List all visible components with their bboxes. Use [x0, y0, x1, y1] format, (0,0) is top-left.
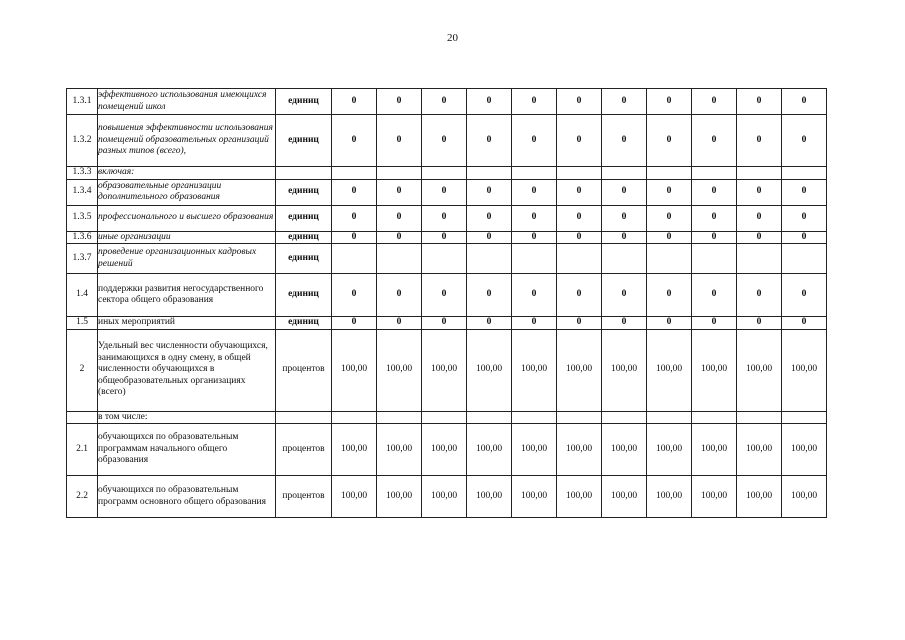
- value-cell: 0: [512, 274, 557, 317]
- value-cell: [782, 244, 827, 274]
- value-cell: [647, 244, 692, 274]
- row-number: 2.2: [67, 476, 98, 518]
- value-cell: 100,00: [737, 329, 782, 411]
- value-cell: 100,00: [647, 424, 692, 476]
- value-cell: 0: [782, 231, 827, 244]
- indicator-name: повышения эффективности использования помещений образовательных организаций разных типов (всего),: [98, 115, 276, 167]
- value-cell: 0: [692, 317, 737, 330]
- value-cell: 0: [422, 179, 467, 205]
- value-cell: [557, 244, 602, 274]
- value-cell: 0: [782, 205, 827, 231]
- value-cell: 0: [377, 317, 422, 330]
- value-cell: [647, 411, 692, 424]
- table-row: [67, 89, 827, 115]
- unit-cell: процентов: [276, 476, 332, 518]
- value-cell: 100,00: [737, 424, 782, 476]
- value-cell: 0: [332, 89, 377, 115]
- value-cell: 0: [332, 115, 377, 167]
- row-number: 2.1: [67, 424, 98, 476]
- value-cell: [647, 167, 692, 180]
- value-cell: [557, 411, 602, 424]
- value-cell: 100,00: [692, 329, 737, 411]
- indicator-name: профессионального и высшего образования: [98, 205, 276, 231]
- value-cell: 0: [782, 115, 827, 167]
- value-cell: [467, 244, 512, 274]
- value-cell: [467, 411, 512, 424]
- value-cell: 0: [422, 205, 467, 231]
- page-number: 20: [447, 32, 458, 44]
- value-cell: 0: [422, 115, 467, 167]
- indicator-name: Удельный вес численности обучающихся, занимающихся в одну смену, в общей численности обучающихся в общеобразовательных организациях (всего): [98, 329, 276, 411]
- value-cell: 100,00: [467, 424, 512, 476]
- value-cell: [602, 244, 647, 274]
- value-cell: 0: [692, 89, 737, 115]
- value-cell: 100,00: [377, 424, 422, 476]
- value-cell: 100,00: [377, 329, 422, 411]
- value-cell: 100,00: [737, 476, 782, 518]
- table-row: [67, 244, 827, 274]
- table-row: [67, 167, 827, 180]
- unit-cell: [276, 411, 332, 424]
- value-cell: 100,00: [512, 476, 557, 518]
- value-cell: 100,00: [557, 329, 602, 411]
- indicator-name: включая:: [98, 167, 276, 180]
- value-cell: 0: [512, 179, 557, 205]
- unit-cell: единиц: [276, 205, 332, 231]
- unit-cell: процентов: [276, 329, 332, 411]
- value-cell: 0: [602, 274, 647, 317]
- value-cell: 100,00: [557, 424, 602, 476]
- value-cell: 0: [782, 274, 827, 317]
- value-cell: 100,00: [332, 476, 377, 518]
- value-cell: 0: [737, 205, 782, 231]
- value-cell: [782, 167, 827, 180]
- value-cell: [737, 244, 782, 274]
- value-cell: 0: [512, 205, 557, 231]
- value-cell: 0: [602, 179, 647, 205]
- value-cell: 0: [467, 89, 512, 115]
- value-cell: 100,00: [467, 329, 512, 411]
- value-cell: 0: [422, 274, 467, 317]
- value-cell: 0: [647, 274, 692, 317]
- value-cell: 0: [692, 179, 737, 205]
- value-cell: [602, 167, 647, 180]
- value-cell: [737, 167, 782, 180]
- value-cell: 0: [737, 231, 782, 244]
- value-cell: 100,00: [782, 329, 827, 411]
- value-cell: 100,00: [647, 476, 692, 518]
- value-cell: [377, 244, 422, 274]
- value-cell: 0: [467, 231, 512, 244]
- value-cell: 0: [377, 274, 422, 317]
- row-number: 1.3.1: [67, 89, 98, 115]
- value-cell: 100,00: [602, 329, 647, 411]
- row-number: 1.4: [67, 274, 98, 317]
- row-number: 1.3.5: [67, 205, 98, 231]
- value-cell: 100,00: [692, 476, 737, 518]
- value-cell: 0: [782, 179, 827, 205]
- value-cell: [602, 411, 647, 424]
- value-cell: [467, 167, 512, 180]
- indicator-name: иные организации: [98, 231, 276, 244]
- value-cell: 0: [332, 179, 377, 205]
- value-cell: [332, 167, 377, 180]
- value-cell: 0: [557, 231, 602, 244]
- value-cell: 0: [782, 317, 827, 330]
- value-cell: 0: [377, 89, 422, 115]
- value-cell: 100,00: [377, 476, 422, 518]
- value-cell: 0: [557, 274, 602, 317]
- value-cell: 100,00: [332, 329, 377, 411]
- value-cell: 0: [647, 115, 692, 167]
- unit-cell: единиц: [276, 179, 332, 205]
- value-cell: 0: [737, 89, 782, 115]
- value-cell: 0: [467, 274, 512, 317]
- value-cell: [332, 411, 377, 424]
- value-cell: 0: [467, 115, 512, 167]
- row-number: 1.5: [67, 317, 98, 330]
- value-cell: 0: [602, 205, 647, 231]
- unit-cell: процентов: [276, 424, 332, 476]
- indicator-name: эффективного использования имеющихся помещений школ: [98, 89, 276, 115]
- row-number: 1.3.3: [67, 167, 98, 180]
- value-cell: [377, 167, 422, 180]
- value-cell: 0: [647, 317, 692, 330]
- value-cell: [422, 411, 467, 424]
- value-cell: 0: [692, 274, 737, 317]
- table-row: [67, 476, 827, 518]
- indicator-name: обучающихся по образовательным программам начального общего образования: [98, 424, 276, 476]
- value-cell: 0: [377, 205, 422, 231]
- value-cell: 0: [602, 317, 647, 330]
- value-cell: 0: [647, 205, 692, 231]
- value-cell: 0: [512, 231, 557, 244]
- indicator-name: поддержки развития негосударственного сектора общего образования: [98, 274, 276, 317]
- value-cell: 0: [512, 115, 557, 167]
- value-cell: [422, 244, 467, 274]
- row-number: [67, 411, 98, 424]
- value-cell: [692, 411, 737, 424]
- value-cell: [557, 167, 602, 180]
- unit-cell: [276, 167, 332, 180]
- row-number: 2: [67, 329, 98, 411]
- table-row: [67, 411, 827, 424]
- value-cell: 100,00: [422, 329, 467, 411]
- value-cell: [782, 411, 827, 424]
- value-cell: 0: [647, 179, 692, 205]
- table-body: [67, 89, 827, 518]
- table-row: [67, 231, 827, 244]
- value-cell: 0: [692, 231, 737, 244]
- value-cell: 0: [422, 231, 467, 244]
- unit-cell: единиц: [276, 115, 332, 167]
- value-cell: [692, 167, 737, 180]
- row-number: 1.3.7: [67, 244, 98, 274]
- value-cell: 100,00: [782, 476, 827, 518]
- value-cell: 100,00: [602, 476, 647, 518]
- unit-cell: единиц: [276, 244, 332, 274]
- value-cell: [692, 244, 737, 274]
- value-cell: [332, 244, 377, 274]
- value-cell: 0: [737, 179, 782, 205]
- value-cell: 100,00: [557, 476, 602, 518]
- value-cell: [512, 411, 557, 424]
- indicator-name: иных мероприятий: [98, 317, 276, 330]
- value-cell: 100,00: [602, 424, 647, 476]
- value-cell: 0: [737, 317, 782, 330]
- value-cell: 100,00: [422, 476, 467, 518]
- indicators-table: [66, 88, 827, 518]
- unit-cell: единиц: [276, 274, 332, 317]
- table-row: [67, 274, 827, 317]
- value-cell: 0: [602, 89, 647, 115]
- value-cell: 0: [692, 205, 737, 231]
- row-number: 1.3.6: [67, 231, 98, 244]
- indicator-name: проведение организационных кадровых решений: [98, 244, 276, 274]
- unit-cell: единиц: [276, 317, 332, 330]
- value-cell: 0: [422, 89, 467, 115]
- value-cell: 0: [377, 115, 422, 167]
- value-cell: 0: [557, 317, 602, 330]
- value-cell: 100,00: [467, 476, 512, 518]
- value-cell: 0: [557, 205, 602, 231]
- value-cell: [512, 167, 557, 180]
- value-cell: 100,00: [332, 424, 377, 476]
- value-cell: 0: [602, 115, 647, 167]
- value-cell: 100,00: [512, 329, 557, 411]
- indicator-name: обучающихся по образовательным программ основного общего образования: [98, 476, 276, 518]
- value-cell: 0: [737, 274, 782, 317]
- value-cell: 0: [512, 89, 557, 115]
- value-cell: 0: [557, 179, 602, 205]
- value-cell: 0: [467, 179, 512, 205]
- value-cell: 0: [602, 231, 647, 244]
- table-row: [67, 424, 827, 476]
- value-cell: 0: [377, 231, 422, 244]
- value-cell: [512, 244, 557, 274]
- value-cell: 0: [692, 115, 737, 167]
- indicator-name: образовательные организации дополнительного образования: [98, 179, 276, 205]
- value-cell: 0: [647, 89, 692, 115]
- value-cell: 0: [647, 231, 692, 244]
- table-row: [67, 179, 827, 205]
- value-cell: 100,00: [512, 424, 557, 476]
- value-cell: 100,00: [782, 424, 827, 476]
- value-cell: 0: [467, 205, 512, 231]
- value-cell: 0: [332, 317, 377, 330]
- value-cell: 0: [557, 89, 602, 115]
- value-cell: 0: [332, 274, 377, 317]
- table-row: [67, 329, 827, 411]
- value-cell: 0: [467, 317, 512, 330]
- value-cell: 100,00: [647, 329, 692, 411]
- value-cell: 0: [377, 179, 422, 205]
- value-cell: 0: [557, 115, 602, 167]
- value-cell: 100,00: [692, 424, 737, 476]
- value-cell: 0: [737, 115, 782, 167]
- indicator-name: в том числе:: [98, 411, 276, 424]
- value-cell: 0: [512, 317, 557, 330]
- value-cell: 100,00: [422, 424, 467, 476]
- value-cell: 0: [422, 317, 467, 330]
- value-cell: 0: [782, 89, 827, 115]
- unit-cell: единиц: [276, 231, 332, 244]
- table-row: [67, 317, 827, 330]
- unit-cell: единиц: [276, 89, 332, 115]
- row-number: 1.3.4: [67, 179, 98, 205]
- row-number: 1.3.2: [67, 115, 98, 167]
- value-cell: [737, 411, 782, 424]
- table-row: [67, 205, 827, 231]
- value-cell: [377, 411, 422, 424]
- table-row: [67, 115, 827, 167]
- value-cell: 0: [332, 205, 377, 231]
- value-cell: [422, 167, 467, 180]
- value-cell: 0: [332, 231, 377, 244]
